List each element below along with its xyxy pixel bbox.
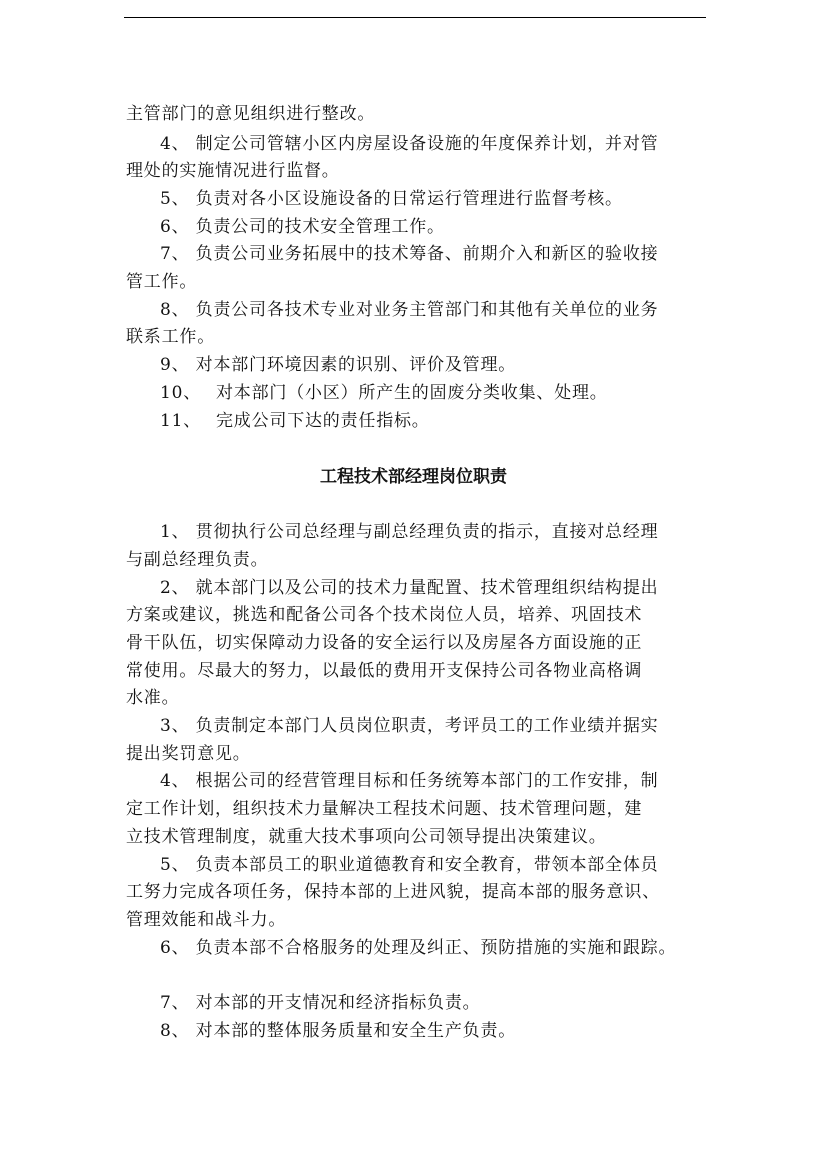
list-item [160, 577, 658, 599]
paragraph-line: 与副总经理负责。 [126, 550, 269, 570]
paragraph-line: 定工作计划，组织技术力量解决工程技术问题、技术管理问题，建 [126, 799, 643, 819]
list-item [160, 243, 658, 265]
item-number: 8、 [160, 300, 190, 320]
paragraph-line: 理处的实施情况进行监督。 [126, 161, 340, 181]
paragraph-line: 主管部门的意见组织进行整改。 [126, 104, 376, 124]
list-item [160, 715, 658, 737]
item-text: 根据公司的经营管理目标和任务统筹本部门的工作安排，制 [195, 771, 659, 791]
list-item [160, 216, 445, 238]
item-text: 负责对各小区设施设备的日常运行管理进行监督考核。 [195, 189, 623, 209]
paragraph-line: 管理效能和战斗力。 [126, 910, 287, 930]
list-item [160, 992, 480, 1014]
item-text: 负责公司业务拓展中的技术筹备、前期介入和新区的验收接 [195, 244, 659, 264]
header-rule [124, 17, 706, 18]
item-text: 完成公司下达的责任指标。 [216, 411, 430, 431]
paragraph-line: 方案或建议，挑选和配备公司各个技术岗位人员，培养、巩固技术 [126, 605, 643, 625]
list-item [160, 521, 658, 543]
list-item [160, 410, 430, 432]
item-text: 负责本部员工的职业道德教育和安全教育，带领本部全体员 [195, 855, 659, 875]
paragraph-line: 提出奖罚意见。 [126, 744, 251, 764]
item-number: 4、 [160, 771, 190, 791]
paragraph-line: 骨干队伍，切实保障动力设备的安全运行以及房屋各方面设施的正 [126, 633, 643, 653]
item-text: 负责制定本部门人员岗位职责，考评员工的工作业绩并据实 [195, 716, 659, 736]
item-number: 10、 [160, 383, 202, 403]
list-item [160, 1020, 516, 1042]
item-number: 6、 [160, 217, 190, 237]
item-number: 4、 [160, 134, 190, 154]
item-text: 就本部门以及公司的技术力量配置、技术管理组织结构提出 [195, 578, 659, 598]
paragraph-line: 立技术管理制度，就重大技术事项向公司领导提出决策建议。 [126, 827, 607, 847]
item-text: 负责本部不合格服务的处理及纠正、预防措施的实施和跟踪。 [195, 938, 677, 958]
item-number: 1、 [160, 522, 190, 542]
paragraph-line: 管工作。 [126, 272, 198, 292]
item-text: 制定公司管辖小区内房屋设备设施的年度保养计划，并对管 [195, 134, 659, 154]
list-item [160, 770, 658, 792]
item-text: 对本部门（小区）所产生的固废分类收集、处理。 [216, 383, 608, 403]
item-text: 对本部的整体服务质量和安全生产负责。 [195, 1021, 517, 1041]
item-text: 贯彻执行公司总经理与副总经理负责的指示，直接对总经理 [195, 522, 659, 542]
item-number: 6、 [160, 938, 190, 958]
item-number: 7、 [160, 244, 190, 264]
list-item [160, 382, 608, 404]
item-number: 8、 [160, 1021, 190, 1041]
item-number: 11、 [160, 411, 202, 431]
list-item [160, 354, 516, 376]
item-text: 对本部的开支情况和经济指标负责。 [195, 993, 481, 1013]
item-number: 5、 [160, 189, 190, 209]
item-number: 3、 [160, 716, 190, 736]
item-number: 2、 [160, 578, 190, 598]
paragraph-line: 水准。 [126, 688, 180, 708]
list-item [160, 133, 658, 155]
item-number: 7、 [160, 993, 190, 1013]
paragraph-line: 常使用。尽最大的努力，以最低的费用开支保持公司各物业高格调 [126, 661, 643, 681]
item-text: 负责公司各技术专业对业务主管部门和其他有关单位的业务 [195, 300, 659, 320]
paragraph-line: 联系工作。 [126, 327, 215, 347]
item-number: 5、 [160, 855, 190, 875]
item-number: 9、 [160, 355, 190, 375]
list-item [160, 854, 658, 876]
item-text: 对本部门环境因素的识别、评价及管理。 [195, 355, 517, 375]
section-title: 工程技术部经理岗位职责 [320, 467, 507, 487]
paragraph-line: 工努力完成各项任务，保持本部的上进风貌，提高本部的服务意识、 [126, 882, 660, 902]
item-text: 负责公司的技术安全管理工作。 [195, 217, 445, 237]
list-item [160, 937, 676, 959]
list-item [160, 299, 658, 321]
list-item [160, 188, 623, 210]
